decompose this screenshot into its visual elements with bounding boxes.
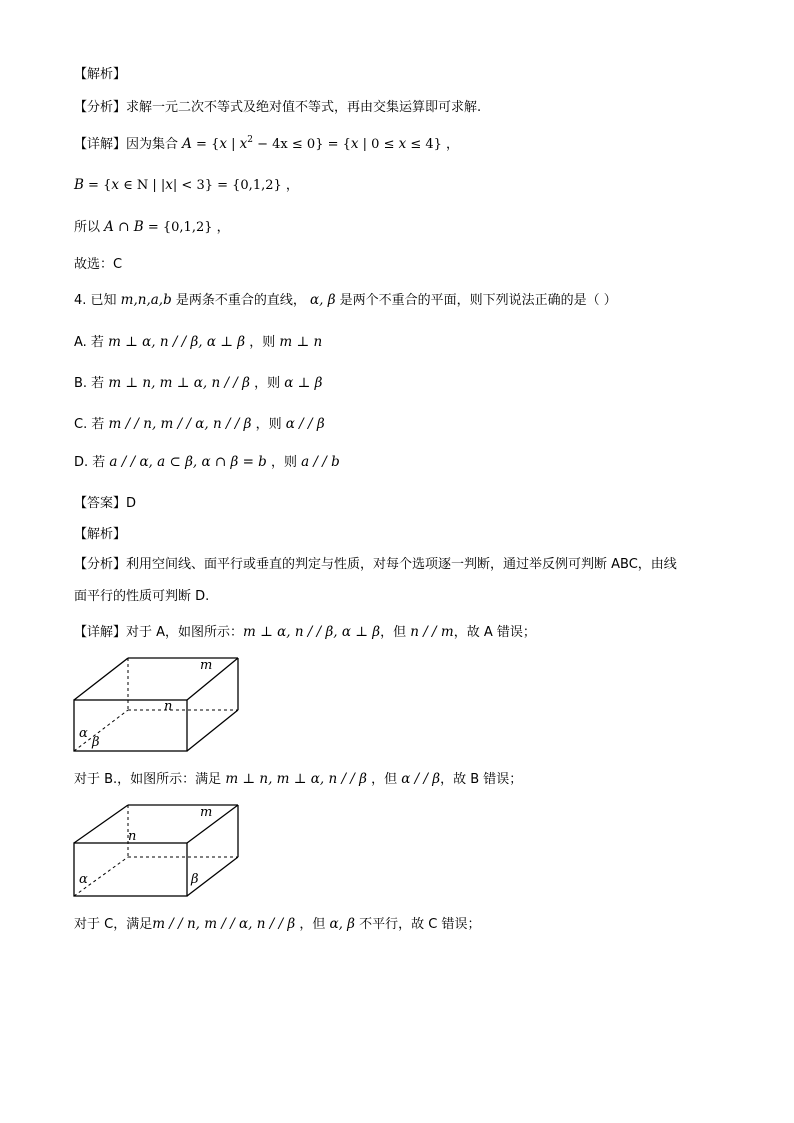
box-figure-1: [70, 650, 250, 758]
fig1-label-beta: β: [92, 735, 100, 750]
answer-line: 【答案】D: [74, 496, 137, 511]
option-c: C. 若 m / / n, m / / α, n / / β ，则 α / / β: [74, 416, 325, 432]
section-heading-jiexi-2: 【解析】: [74, 527, 127, 542]
analysis-tag: 【分析】: [74, 100, 127, 115]
fig1-label-m: m: [200, 658, 213, 673]
analysis-text: 求解一元二次不等式及绝对值不等式，再由交集运算即可求解.: [126, 100, 482, 115]
fig2-label-n: n: [128, 829, 137, 844]
detail-option-a: 【详解】对于 A，如图所示：m ⊥ α, n / / β, α ⊥ β，但 n / / m，故 A 错误；: [74, 624, 536, 640]
option-b: B. 若 m ⊥ n, m ⊥ α, n / / β ，则 α ⊥ β: [74, 375, 323, 391]
set-b-line: B = {x ∈ N | |x| < 3} = {0,1,2} ，: [74, 177, 299, 193]
fig1-label-alpha: α: [79, 726, 88, 741]
analysis-2-line2: 面平行的性质可判断 D.: [74, 589, 210, 604]
option-a: A. 若 m ⊥ α, n / / β, α ⊥ β ，则 m ⊥ n: [74, 334, 323, 350]
intersection-line: 所以 A ∩ B = {0,1,2} ，: [74, 219, 230, 235]
detail-set-a: 【详解】因为集合 A = {x | $x^2 - 4x \le 0\} = \{x$ | 0 ≤ x ≤ 4} ，: [74, 135, 460, 152]
section-heading-jiexi: 【解析】: [74, 67, 127, 82]
box-figure-2: [70, 800, 250, 900]
fig2-label-m: m: [200, 805, 213, 820]
fig1-label-n: n: [164, 699, 173, 714]
front-face: [74, 843, 187, 896]
detail-option-c: 对于 C，满足m / / n, m / / α, n / / β ，但 α, β 不平行，故 C 错误；: [74, 916, 481, 932]
choice-c-line: 故选：C: [74, 257, 123, 272]
fig2-label-alpha: α: [79, 872, 88, 887]
analysis-2-line1: 【分析】利用空间线、面平行或垂直的判定与性质，对每个选项逐一判断，通过举反例可判断 ABC，由线: [74, 557, 677, 572]
analysis-paragraph: [74, 99, 481, 117]
detail-option-b: 对于 B.，如图所示：满足 m ⊥ n, m ⊥ α, n / / β ，但 α / / β，故 B 错误；: [74, 771, 523, 787]
question-4: 4. 已知 m,n,a,b 是两条不重合的直线， α, β 是两个不重合的平面，则下列说法正确的是（ ）: [74, 292, 617, 308]
fig2-label-beta: β: [191, 872, 199, 887]
option-d: D. 若 a / / α, a ⊂ β, α ∩ β = b ，则 a / / b: [74, 454, 340, 470]
